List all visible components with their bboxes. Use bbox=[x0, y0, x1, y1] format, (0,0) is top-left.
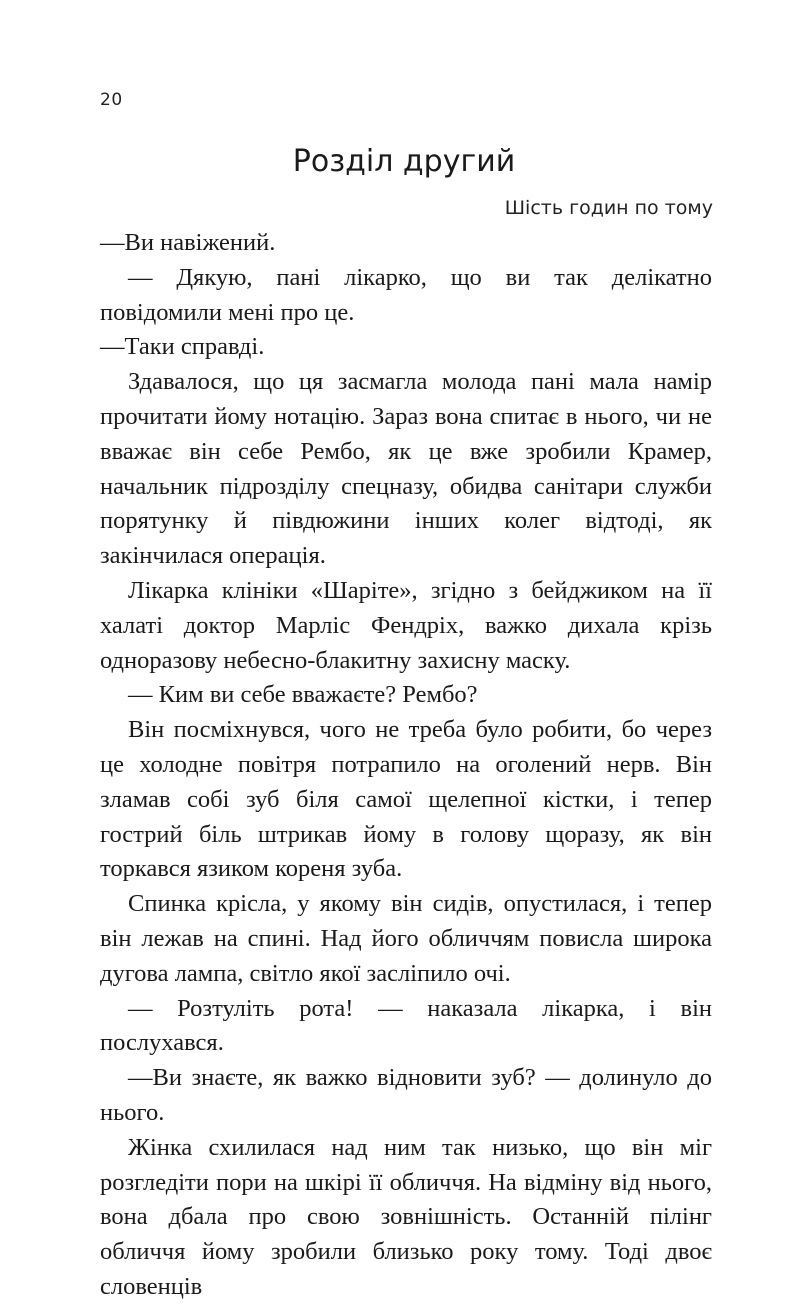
body-text bbox=[100, 226, 712, 1305]
paragraph: Жінка схилилася над ним так низько, що він міг розгледіти пори на шкірі її обличчя. На відміну від нього, вона дбала про свою зовнішність. Останній пілінг обличчя йому зробили близько року тому. Тоді двоє словенців bbox=[100, 1133, 712, 1300]
paragraph: — Ким ви себе вважаєте? Рембо? bbox=[128, 681, 478, 709]
paragraph: —Таки справді. bbox=[100, 333, 265, 361]
paragraph: —Ви знаєте, як важко відновити зуб? — долинуло до нього. bbox=[100, 1064, 712, 1126]
paragraph: — Розтуліть рота! — наказала лікарка, і він послухався. bbox=[100, 994, 712, 1057]
paragraph: —Ви навіжений. bbox=[100, 229, 276, 256]
paragraph: Він посміхнувся, чого не треба було робити, бо через це холодне повітря потрапило на оголений нерв. Він зламав собі зуб біля самої щелепної кістки, і тепер гострий біль штрикав йому в голову щоразу, як він торкався язиком кореня зуба. bbox=[100, 716, 712, 883]
page-number: 20 bbox=[100, 90, 123, 110]
paragraph: Здавалося, що ця засмагла молода пані мала намір прочитати йому нотацію. Зараз вона спитає в нього, чи не вважає він себе Рембо, як це вже зробили Крамер, начальник підрозділу спецназу, обидва санітари служби порятунку й півдюжини інших колег відтоді, як закінчилася операція. bbox=[100, 368, 712, 570]
paragraph: — Дякую, пані лікарко, що ви так делікатно повідомили мені про це. bbox=[100, 263, 712, 326]
paragraph: Спинка крісла, у якому він сидів, опустилася, і тепер він лежав на спині. Над його обличчям повисла широка дугова лампа, світло якої засліпило очі. bbox=[100, 890, 712, 987]
paragraph: Лікарка клініки «Шаріте», згідно з бейджиком на її халаті доктор Марліс Фендріх, важко дихала крізь одноразову небесно-блакитну захисну маску. bbox=[100, 576, 712, 674]
chapter-subtitle: Шість годин по тому bbox=[504, 197, 713, 219]
chapter-title: Розділ другий bbox=[292, 144, 516, 179]
